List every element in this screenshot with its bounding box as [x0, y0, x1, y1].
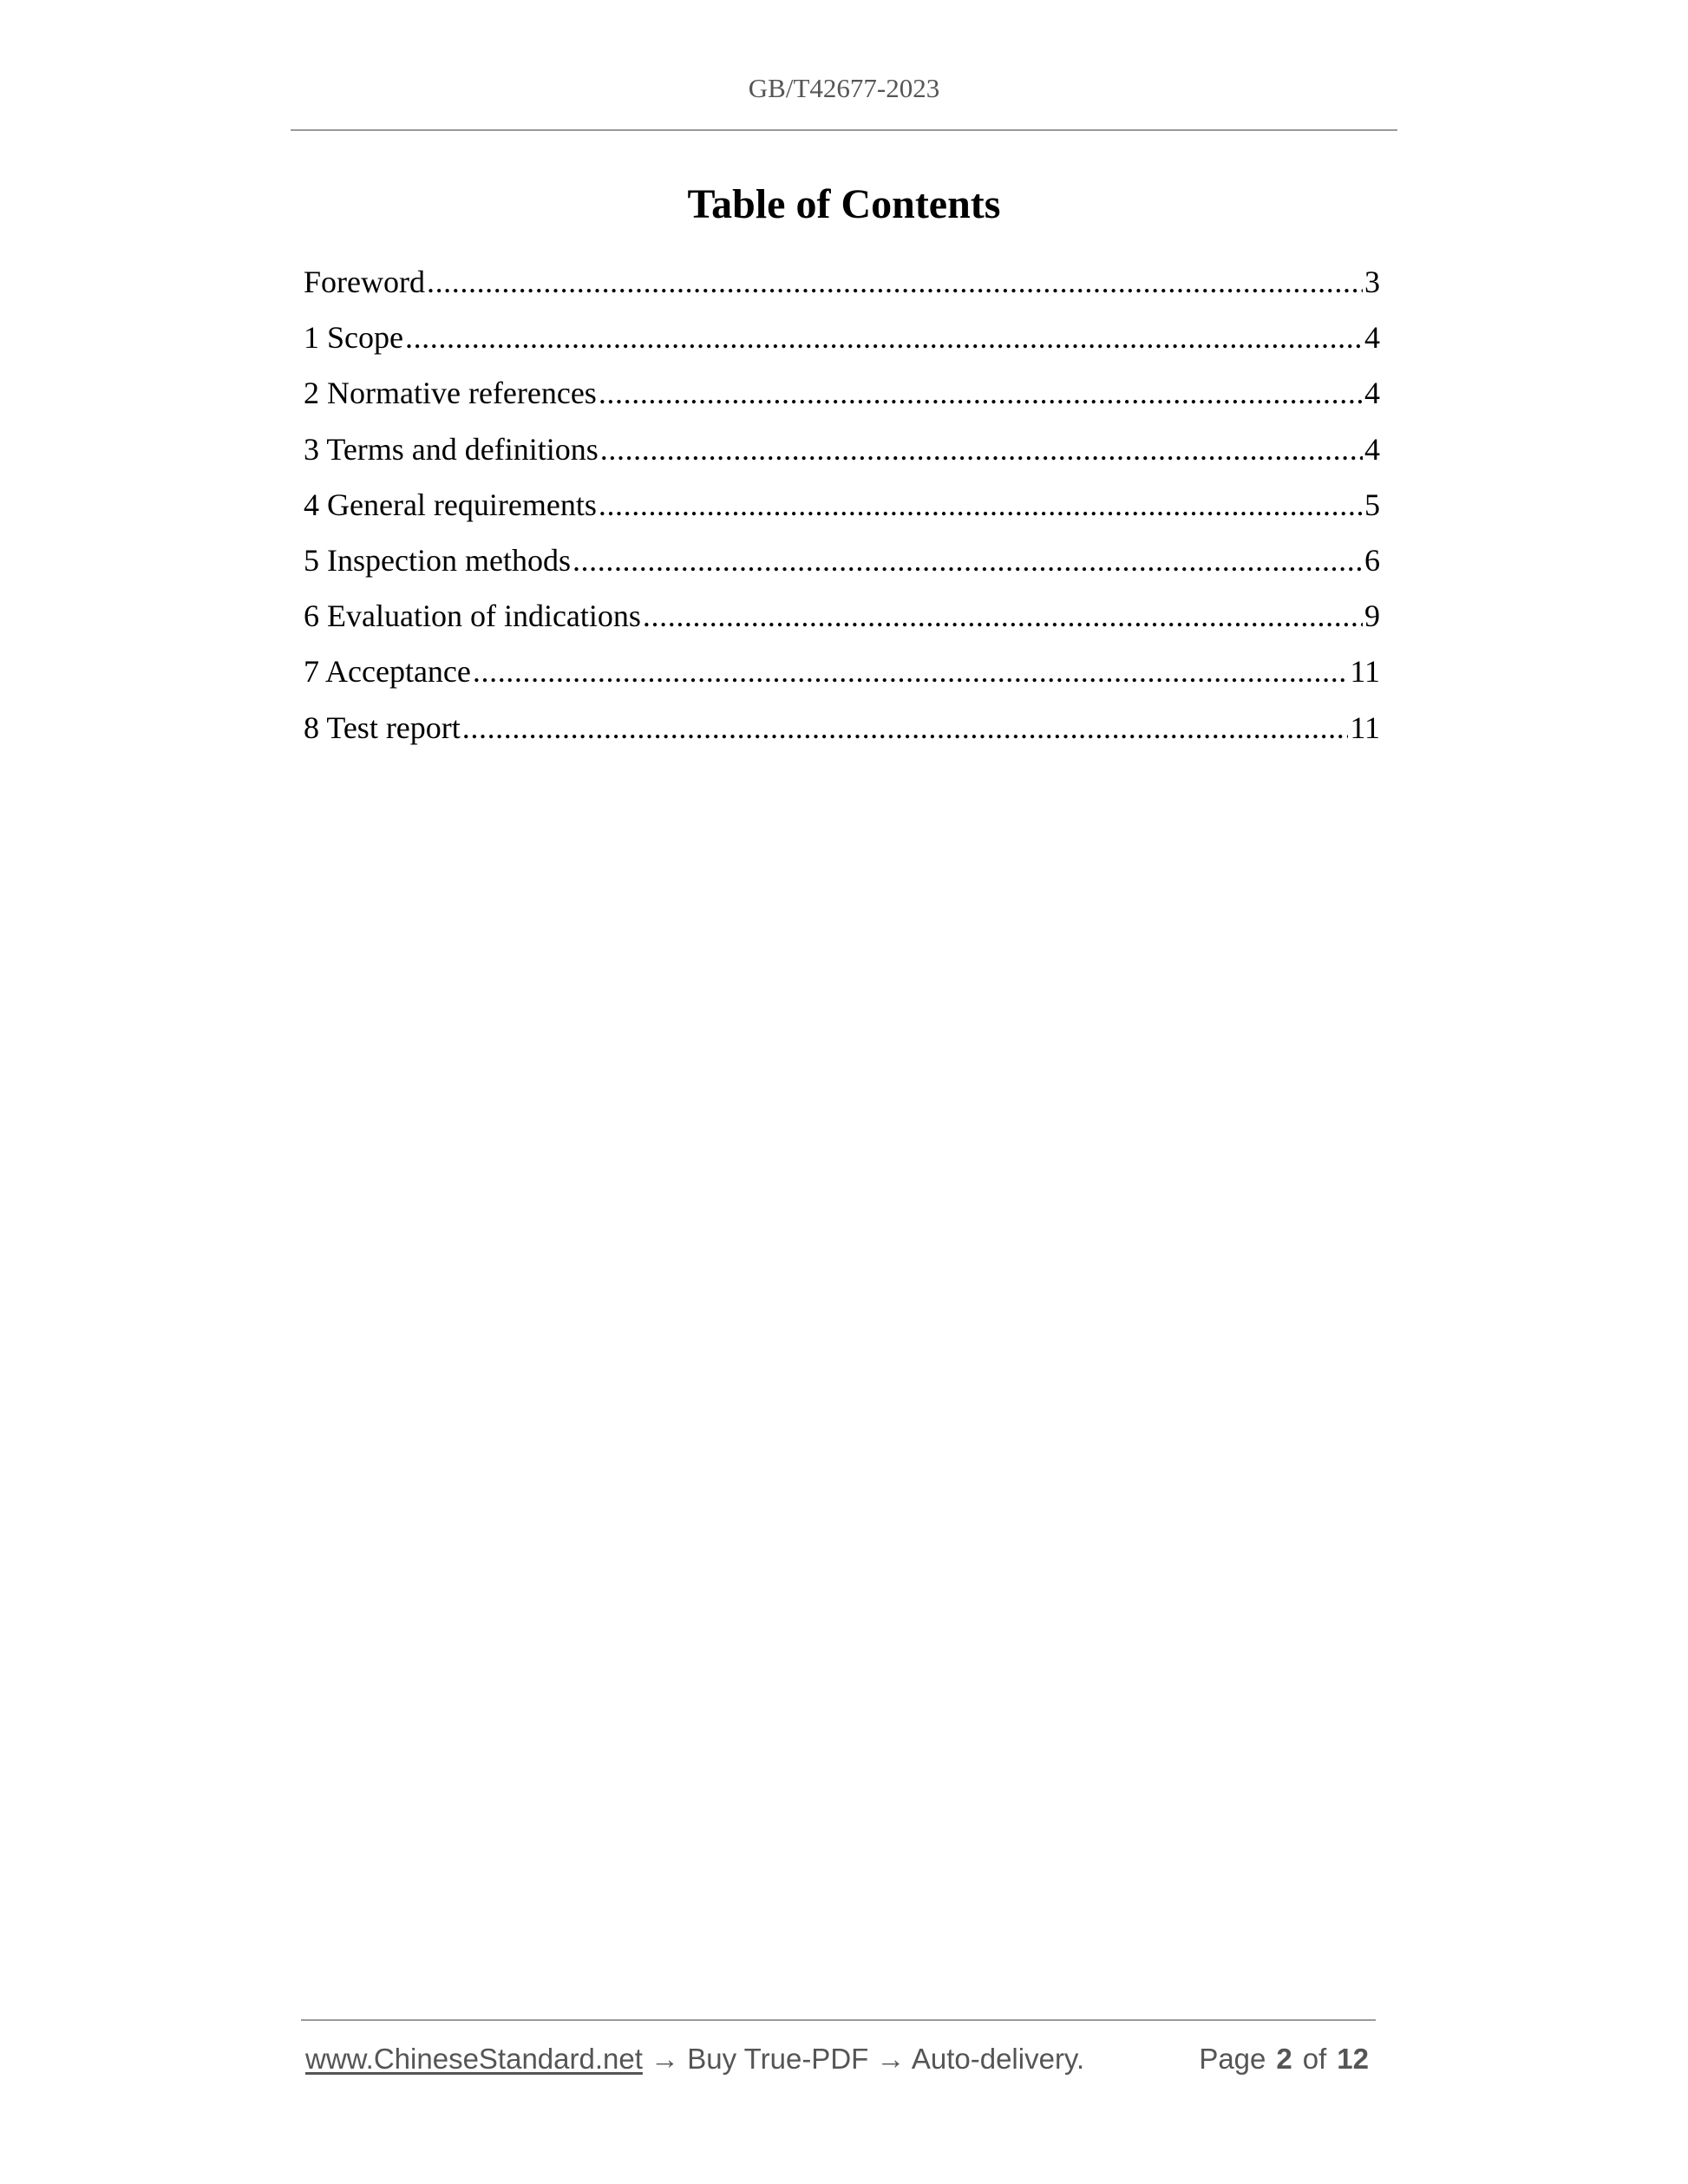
toc-entry-label: 3 Terms and definitions — [304, 431, 599, 467]
page-indicator — [1199, 2040, 1369, 2078]
dot-leader — [427, 262, 1363, 302]
toc-entry-page: 4 — [1364, 431, 1380, 467]
toc-entry-test-report[interactable] — [304, 708, 1380, 763]
toc-entry-page: 4 — [1364, 376, 1380, 411]
toc-entry-page: 11 — [1350, 654, 1380, 690]
dot-leader — [405, 317, 1363, 357]
toc-entry-terms-and-definitions[interactable] — [304, 429, 1380, 485]
toc-entry-label: 6 Evaluation of indications — [304, 598, 641, 634]
toc-entry-label: Foreword — [304, 265, 425, 299]
page-label: Page — [1199, 2043, 1266, 2075]
toc-entry-evaluation-of-indications[interactable] — [304, 596, 1380, 651]
footer-divider — [301, 2019, 1376, 2021]
toc-entry-general-requirements[interactable] — [304, 485, 1380, 540]
total-pages-number: 12 — [1337, 2043, 1369, 2075]
toc-entry-label: 4 General requirements — [304, 487, 597, 522]
toc-entry-page: 4 — [1364, 320, 1380, 356]
toc-entry-acceptance[interactable] — [304, 651, 1380, 707]
toc-entry-inspection-methods[interactable] — [304, 540, 1380, 596]
dot-leader — [462, 708, 1349, 748]
toc-entry-page: 6 — [1364, 542, 1380, 578]
arrow-right-icon: → — [651, 2043, 680, 2075]
toc-title: Table of Contents — [687, 181, 1001, 227]
toc-entry-page: 9 — [1364, 598, 1380, 634]
dot-leader — [473, 651, 1348, 691]
toc-entry-label: 5 Inspection methods — [304, 542, 571, 578]
arrow-right-icon: → — [876, 2043, 906, 2075]
toc-entry-label: 7 Acceptance — [304, 654, 471, 690]
current-page-number: 2 — [1276, 2043, 1292, 2075]
dot-leader — [572, 540, 1363, 580]
dot-leader — [599, 373, 1363, 413]
footer-promo — [305, 2040, 1084, 2078]
running-header-document-code: GB/T42677-2023 — [748, 73, 940, 103]
toc-entry-page: 5 — [1364, 487, 1380, 522]
toc-entry-normative-references[interactable] — [304, 373, 1380, 428]
toc-entry-label: 1 Scope — [304, 320, 403, 356]
page-of-label: of — [1302, 2043, 1327, 2075]
chinesestandard-link[interactable]: www.ChineseStandard.net — [305, 2043, 643, 2075]
footer-step-buy: Buy True-PDF — [687, 2043, 869, 2075]
toc-entry-page: 11 — [1350, 709, 1380, 745]
toc-entry-scope[interactable] — [304, 317, 1380, 373]
footer-step-delivery: Auto-delivery. — [911, 2043, 1085, 2075]
dot-leader — [600, 429, 1363, 469]
dot-leader — [599, 485, 1363, 525]
toc-entry-label: 2 Normative references — [304, 376, 597, 411]
page-footer — [305, 2040, 1372, 2078]
toc-entry-label: 8 Test report — [304, 709, 461, 745]
dot-leader — [643, 596, 1363, 636]
toc-list — [304, 262, 1380, 763]
toc-entry-page: 3 — [1364, 265, 1380, 299]
toc-entry-foreword[interactable] — [304, 262, 1380, 317]
header-divider — [291, 129, 1397, 131]
